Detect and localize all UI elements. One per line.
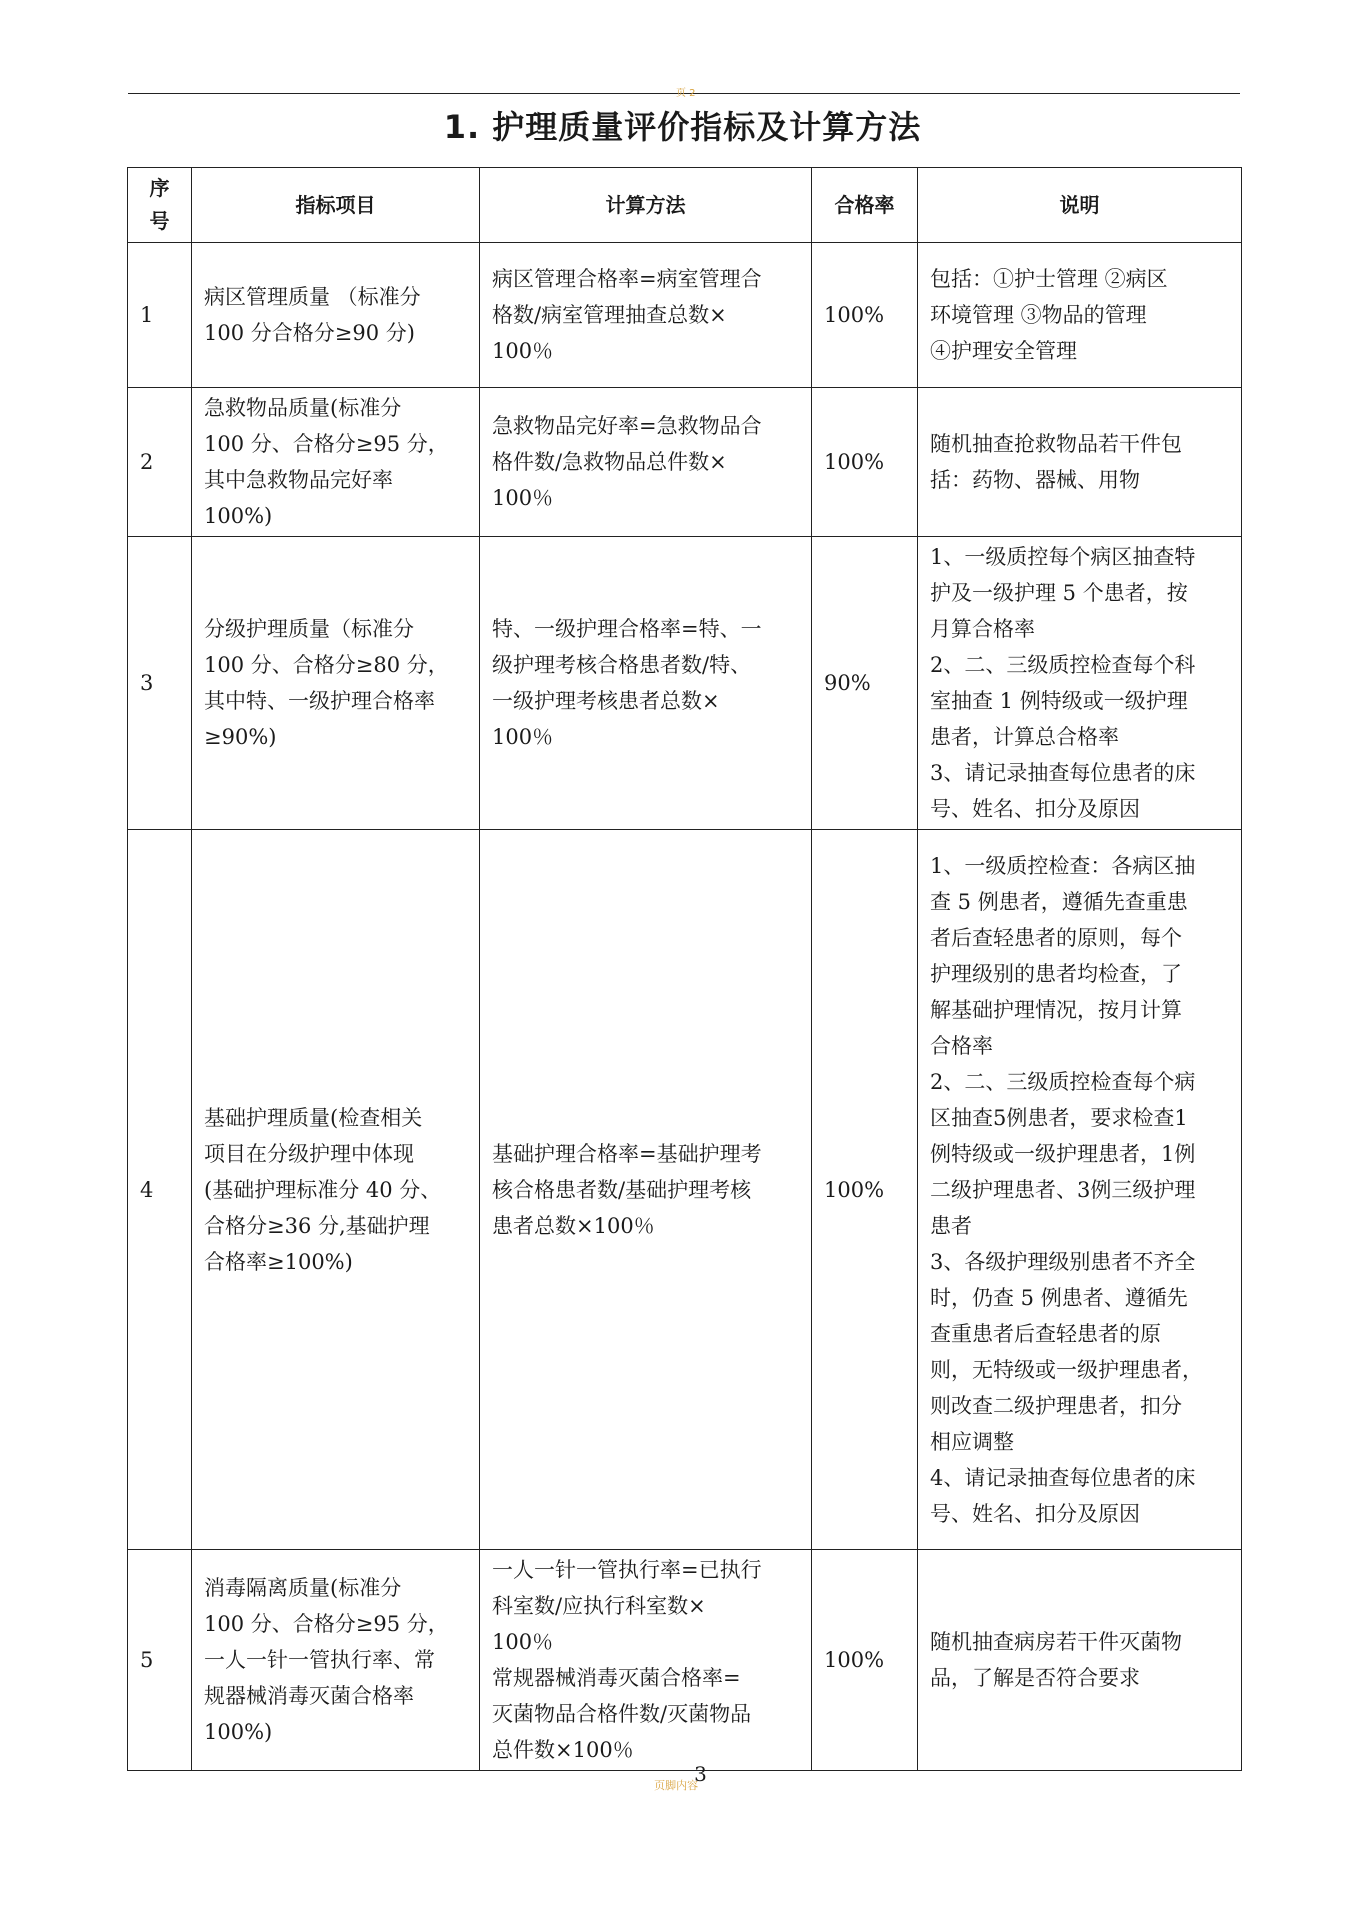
cell-note-line: 室抽查 1 例特级或一级护理 (930, 689, 1188, 713)
cell-note (918, 830, 1242, 1550)
page-footer (0, 1762, 1365, 1794)
cell-method-line: 100％ (492, 1630, 554, 1654)
cell-item (192, 830, 480, 1550)
cell-note-line: ④护理安全管理 (930, 339, 1077, 363)
cell-seq: 3 (128, 537, 192, 830)
cell-rate: 90% (812, 537, 918, 830)
cell-item-line: 项目在分级护理中体现 (204, 1141, 414, 1166)
cell-item-line: ≥90%) (204, 725, 277, 749)
cell-rate: 100% (812, 243, 918, 388)
cell-note-line: 号、姓名、扣分及原因 (930, 1501, 1140, 1526)
cell-note-line: 随机抽查抢救物品若干件包 (930, 432, 1182, 456)
cell-note-line: 4、请记录抽查每位患者的床 (930, 1465, 1196, 1490)
cell-note-line: 则，无特级或一级护理患者， (930, 1357, 1203, 1382)
cell-method-line: 基础护理合格率=基础护理考 (492, 1141, 762, 1166)
cell-note-line: 品，了解是否符合要求 (930, 1666, 1140, 1690)
cell-item-line: 合格率≥100%) (204, 1249, 353, 1274)
cell-note-line: 护理级别的患者均检查，了 (930, 961, 1182, 986)
cell-note-line: 括：药物、器械、用物 (930, 468, 1140, 492)
cell-item-line: 其中特、一级护理合格率 (204, 689, 435, 713)
cell-method-line: 格件数/急救物品总件数× (492, 450, 727, 474)
cell-method-line: 患者总数×100％ (492, 1213, 655, 1238)
cell-item-line: 病区管理质量 （标准分 (204, 285, 421, 309)
cell-item-line: 合格分≥36 分,基础护理 (204, 1213, 430, 1238)
cell-method (480, 243, 812, 388)
cell-note (918, 243, 1242, 388)
quality-index-table (127, 167, 1242, 1771)
cell-method-line: 病区管理合格率=病室管理合 (492, 267, 762, 291)
cell-note (918, 537, 1242, 830)
cell-seq: 4 (128, 830, 192, 1550)
cell-rate: 100% (812, 830, 918, 1550)
cell-method (480, 1550, 812, 1771)
cell-note (918, 1550, 1242, 1771)
cell-rate: 100% (812, 388, 918, 537)
cell-note-line: 则改查二级护理患者，扣分 (930, 1393, 1182, 1418)
cell-item-line: 100 分、合格分≥95 分， (204, 1612, 449, 1636)
cell-note (918, 388, 1242, 537)
cell-note-line: 2、二、三级质控检查每个科 (930, 653, 1196, 677)
page-title: 1. 护理质量评价指标及计算方法 (443, 108, 922, 146)
cell-method-line: 100％ (492, 486, 554, 510)
table-row (128, 1550, 1242, 1771)
header-seq: 序 号 (128, 168, 192, 243)
cell-rate: 100% (812, 1550, 918, 1771)
cell-method-line: 急救物品完好率=急救物品合 (492, 414, 762, 438)
cell-seq: 1 (128, 243, 192, 388)
cell-item-line: 100 分、合格分≥80 分， (204, 653, 449, 677)
cell-note-line: 解基础护理情况，按月计算 (930, 997, 1182, 1022)
cell-item-line: 100%) (204, 504, 273, 528)
cell-note-line: 包括：①护士管理 ②病区 (930, 267, 1168, 291)
cell-note-line: 患者，计算总合格率 (930, 725, 1119, 749)
cell-method-line: 常规器械消毒灭菌合格率= (492, 1666, 741, 1690)
cell-note-line: 二级护理患者、3例三级护理 (930, 1177, 1196, 1202)
header-rate: 合格率 (812, 168, 918, 243)
cell-seq: 5 (128, 1550, 192, 1771)
cell-note-line: 随机抽查病房若干件灭菌物 (930, 1630, 1182, 1654)
cell-note-line: 相应调整 (930, 1429, 1014, 1454)
cell-note-line: 查 5 例患者，遵循先查重患 (930, 889, 1188, 914)
cell-method (480, 388, 812, 537)
header-method: 计算方法 (480, 168, 812, 243)
table-row (128, 537, 1242, 830)
cell-note-line: 号、姓名、扣分及原因 (930, 797, 1140, 821)
cell-method-line: 级护理考核合格患者数/特、 (492, 653, 752, 677)
cell-note-line: 环境管理 ③物品的管理 (930, 303, 1147, 327)
cell-method (480, 830, 812, 1550)
table-row (128, 388, 1242, 537)
cell-item (192, 243, 480, 388)
header-note: 说明 (918, 168, 1242, 243)
cell-item-line: 一人一针一管执行率、常 (204, 1648, 435, 1672)
cell-note-line: 护及一级护理 5 个患者，按 (930, 581, 1188, 605)
table-row (128, 830, 1242, 1550)
footer-text: 页脚内容 (654, 1779, 699, 1792)
cell-note-line: 合格率 (930, 1033, 993, 1058)
cell-note-line: 3、各级护理级别患者不齐全 (930, 1249, 1196, 1274)
cell-method-line: 100％ (492, 339, 554, 363)
table-header-row (128, 168, 1242, 243)
cell-method-line: 一人一针一管执行率=已执行 (492, 1558, 762, 1582)
cell-note-line: 区抽查5例患者，要求检查1 (930, 1105, 1188, 1130)
cell-item (192, 537, 480, 830)
cell-method-line: 特、一级护理合格率=特、一 (492, 617, 762, 641)
cell-note-line: 者后查轻患者的原则，每个 (930, 925, 1182, 950)
cell-note-line: 例特级或一级护理患者，1例 (930, 1141, 1196, 1166)
cell-item-line: 其中急救物品完好率 (204, 468, 393, 492)
cell-method-line: 灭菌物品合格件数/灭菌物品 (492, 1702, 752, 1726)
cell-note-line: 月算合格率 (930, 617, 1035, 641)
cell-item-line: 基础护理质量(检查相关 (204, 1105, 423, 1130)
page-number: 3 (694, 1762, 707, 1786)
cell-item-line: 100 分、合格分≥95 分， (204, 432, 449, 456)
cell-method-line: 100％ (492, 725, 554, 749)
cell-item (192, 1550, 480, 1771)
cell-note-line: 患者 (930, 1213, 972, 1238)
header-mark: 页 2 (676, 88, 696, 99)
cell-item-line: (基础护理标准分 40 分、 (204, 1177, 442, 1202)
cell-method-line: 一级护理考核患者总数× (492, 689, 720, 713)
cell-item-line: 急救物品质量(标准分 (204, 396, 402, 420)
cell-note-line: 1、一级质控每个病区抽查特 (930, 545, 1196, 569)
cell-note-line: 时，仍查 5 例患者、遵循先 (930, 1285, 1188, 1310)
cell-method-line: 格数/病室管理抽查总数× (492, 303, 727, 327)
cell-item-line: 100 分合格分≥90 分) (204, 321, 415, 345)
cell-method-line: 科室数/应执行科室数× (492, 1594, 706, 1618)
table-row (128, 243, 1242, 388)
header-item: 指标项目 (192, 168, 480, 243)
cell-item-line: 规器械消毒灭菌合格率 (204, 1684, 414, 1708)
cell-method (480, 537, 812, 830)
cell-note-line: 2、二、三级质控检查每个病 (930, 1069, 1196, 1094)
cell-item-line: 100%) (204, 1720, 273, 1744)
cell-note-line: 1、一级质控检查：各病区抽 (930, 853, 1196, 878)
cell-item-line: 消毒隔离质量(标准分 (204, 1576, 402, 1600)
cell-note-line: 3、请记录抽查每位患者的床 (930, 761, 1196, 785)
cell-method-line: 总件数×100％ (492, 1738, 634, 1762)
cell-item (192, 388, 480, 537)
cell-method-line: 核合格患者数/基础护理考核 (492, 1177, 752, 1202)
cell-seq: 2 (128, 388, 192, 537)
cell-item-line: 分级护理质量（标准分 (204, 617, 414, 641)
cell-note-line: 查重患者后查轻患者的原 (930, 1321, 1161, 1346)
